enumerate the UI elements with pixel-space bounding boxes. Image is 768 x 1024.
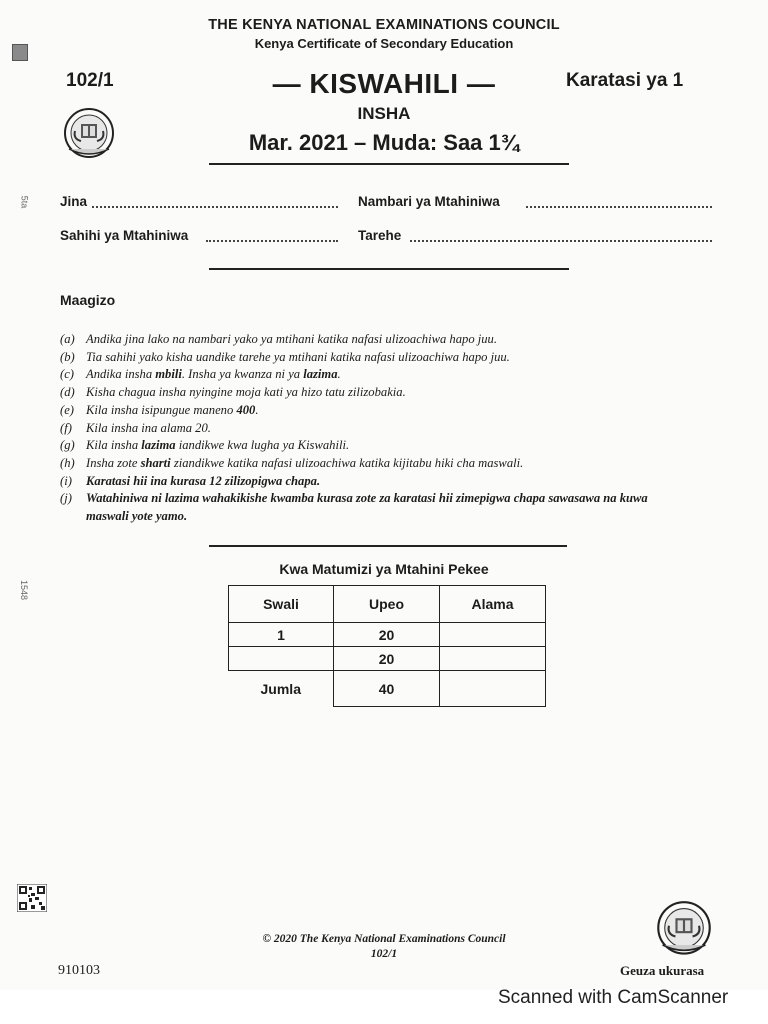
date-field[interactable] (410, 240, 712, 242)
table-header-row (229, 586, 546, 623)
column-header: Alama (440, 586, 546, 623)
subject-title: — KISWAHILI — (272, 68, 496, 99)
instruction-item: (c) Andika insha mbili. Insha ya kwanza ni ya lazima. (60, 367, 341, 382)
instruction-item: (g) Kila insha lazima iandikwe kwa lugha ya Kiswahili. (60, 438, 350, 453)
section-title: INSHA (357, 104, 411, 123)
score-cell[interactable] (440, 623, 546, 647)
question-cell[interactable] (229, 647, 334, 671)
table-row (229, 647, 546, 671)
instruction-item: (j) Watahiniwa ni lazima wahakikishe kwamba kurasa zote za karatasi hii zimepigwa chapa sawasawa na kuwa maswali yote yamo. (60, 491, 648, 524)
instruction-item: (d) Kisha chagua insha nyingine moja kati ya hizo tatu zilizobakia. (60, 385, 406, 400)
instruction-item: (b) Tia sahihi yako kisha uandike tarehe ya mtihani katika nafasi ulizoachiwa hapo juu. (60, 349, 510, 364)
footer-paper-code: 102/1 (370, 948, 398, 960)
qr-code-icon (17, 884, 47, 912)
coat-of-arms-icon (654, 900, 714, 965)
total-label: Jumla (260, 680, 301, 697)
council-name: THE KENYA NATIONAL EXAMINATIONS COUNCIL (208, 17, 560, 33)
serial-number: 910103 (58, 963, 100, 978)
margin-mark: 1548 (19, 579, 30, 601)
index-number-field[interactable] (526, 206, 712, 208)
index-number-label: Nambari ya Mtahiniwa (358, 194, 500, 209)
instructions-heading: Maagizo (60, 292, 116, 308)
examiner-marks-table (228, 585, 546, 707)
instruction-item: (e) Kila insha isipungue maneno 400. (60, 402, 259, 417)
margin-mark: 5ta (19, 195, 30, 209)
instructions-list (60, 331, 720, 526)
certificate-name: Kenya Certificate of Secondary Education (254, 36, 514, 51)
question-cell: 1 (229, 623, 334, 647)
divider (209, 545, 567, 547)
instruction-item: (f) Kila insha ina alama 20. (60, 420, 211, 435)
max-marks-cell: 20 (334, 623, 440, 647)
date-label: Tarehe (358, 228, 402, 243)
turn-over-note: Geuza ukurasa (620, 963, 705, 978)
paper-number: Karatasi ya 1 (566, 70, 684, 91)
scanner-watermark: Scanned with CamScanner (498, 987, 729, 1008)
copyright-notice: © 2020 The Kenya National Examinations Council (262, 933, 506, 945)
instruction-item: (i) Karatasi hii ina kurasa 12 zilizopigwa chapa. (60, 473, 321, 488)
examiner-table-title: Kwa Matumizi ya Mtahini Pekee (279, 561, 489, 577)
score-cell[interactable] (440, 647, 546, 671)
signature-field[interactable] (206, 240, 338, 242)
table-total-row (229, 671, 546, 707)
table-row (229, 623, 546, 647)
divider (209, 268, 569, 270)
divider (209, 163, 569, 165)
instruction-item: (h) Insha zote sharti ziandikwe katika nafasi ulizoachiwa katika kijitabu hiki cha maswali. (60, 455, 524, 470)
instruction-item: (a) Andika jina lako na nambari yako ya mtihani katika nafasi ulizoachiwa hapo juu. (60, 332, 498, 346)
name-field[interactable] (92, 206, 338, 208)
paper-code: 102/1 (66, 70, 114, 91)
max-marks-cell: 20 (334, 647, 440, 671)
exam-session: Mar. 2021 – Muda: Saa 1¾ (248, 130, 520, 155)
total-score-cell[interactable] (440, 671, 546, 707)
signature-label: Sahihi ya Mtahiniwa (60, 228, 189, 243)
column-header: Upeo (334, 586, 440, 623)
column-header: Swali (229, 586, 334, 623)
name-label: Jina (60, 194, 88, 209)
total-max-cell: 40 (334, 671, 440, 707)
